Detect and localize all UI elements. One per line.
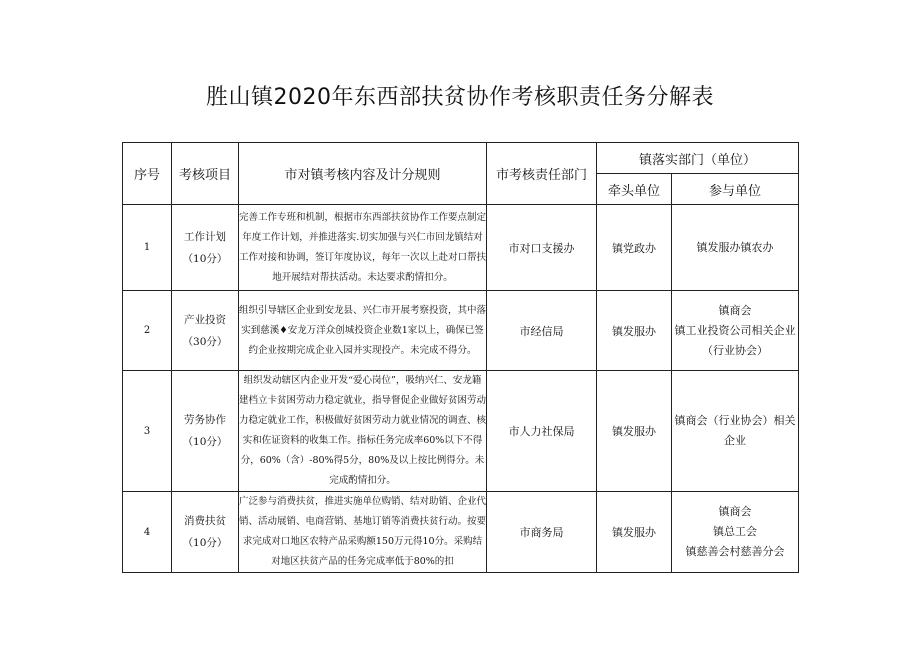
header-item: 考核项目 <box>172 143 239 205</box>
row-item-name: 工作计划 <box>184 230 226 243</box>
row-item <box>172 291 239 371</box>
row-lead: 镇党政办 <box>597 205 672 291</box>
participant: 镇商会（行业协会）相关 <box>674 414 796 427</box>
row-participants <box>672 371 799 492</box>
header-participants: 参与单位 <box>672 174 799 205</box>
row-item-name: 消费扶贫 <box>184 515 226 527</box>
participant: （行业协会） <box>702 343 768 357</box>
row-item <box>172 492 239 573</box>
row-item-score: （10分） <box>182 436 228 448</box>
table-row <box>123 291 799 371</box>
row-participants <box>672 205 799 291</box>
header-town-dept: 镇落实部门（单位） <box>597 143 799 174</box>
row-seq: 3 <box>123 371 172 492</box>
header-rule: 市对镇考核内容及计分规则 <box>239 143 487 205</box>
row-item-score: （10分） <box>182 252 228 265</box>
row-item-name: 劳务协作 <box>184 414 226 426</box>
page-title: 胜山镇2020年东西部扶贫协作考核职责任务分解表 <box>206 85 714 110</box>
participant: 镇总工会 <box>713 525 757 538</box>
table-row <box>123 492 799 573</box>
row-item <box>172 371 239 492</box>
row-city-dept: 市对口支援办 <box>487 205 597 291</box>
row-seq: 2 <box>123 291 172 371</box>
row-item <box>172 205 239 291</box>
row-lead: 镇发服办 <box>597 371 672 492</box>
row-rule: 组织引导辖区企业到安龙县、兴仁市开展考察投资，其中落实到慈溪♦安龙万洋众创城投资企业数1家以上，确保已签约企业按期完成企业入园并实现投产。未完成不得分。 <box>239 291 487 371</box>
participant: 企业 <box>724 434 746 447</box>
row-item-name: 产业投资 <box>184 313 226 326</box>
table-row <box>123 205 799 291</box>
row-city-dept: 市人力社保局 <box>487 371 597 492</box>
row-city-dept: 市商务局 <box>487 492 597 573</box>
header-row <box>123 143 799 174</box>
row-lead: 镇发服办 <box>597 291 672 371</box>
participant: 镇工业投资公司相关企业 <box>674 323 796 337</box>
participant: 镇商会 <box>718 505 752 518</box>
row-rule: 完善工作专班和机制，根据市东西部扶贫协作工作要点制定年度工作计划，并推进落实.切实加强与兴仁市回龙镇结对工作对接和协调，签订年度协议，每年一次以上赴对口帮扶地开展结对帮扶活动。未达要求酌情扣分。 <box>239 205 487 291</box>
table-row <box>123 371 799 492</box>
participant: 镇慈善会村慈善分会 <box>685 545 785 558</box>
row-seq: 1 <box>123 205 172 291</box>
row-participants <box>672 492 799 573</box>
row-city-dept: 市经信局 <box>487 291 597 371</box>
row-item-score: （30分） <box>182 335 228 348</box>
participant: 镇商会 <box>718 303 752 317</box>
header-lead: 牵头单位 <box>597 174 672 205</box>
header-seq: 序号 <box>123 143 172 205</box>
row-lead: 镇发服办 <box>597 492 672 573</box>
row-rule: 广泛参与消费扶贫，推进实施单位购销、结对助销、企业代销、活动展销、电商营销、基地订销等消费扶贫行动。按要求完成对口地区农特产品采购额150万元得10分。采购结对地区扶贫产品的任务完成率低于80%的扣 <box>239 492 487 573</box>
participant: 镇发服办镇农办 <box>696 240 774 254</box>
task-table <box>122 142 799 573</box>
row-participants <box>672 291 799 371</box>
row-rule: 组织发动辖区内企业开发“爱心岗位”，吸纳兴仁、安龙籍建档立卡贫困劳动力稳定就业，指导督促企业做好贫困劳动力稳定就业工作，积极做好贫困劳动力就业情况的调查、核实和佐证资料的收集工作。指标任务完成率60%以下不得分，60%（含）-80%得5分，80%及以上按比例得分。未完成酌情扣分。 <box>239 371 487 492</box>
row-seq: 4 <box>123 492 172 573</box>
row-item-score: （10分） <box>182 537 228 549</box>
header-city-dept: 市考核责任部门 <box>487 143 597 205</box>
